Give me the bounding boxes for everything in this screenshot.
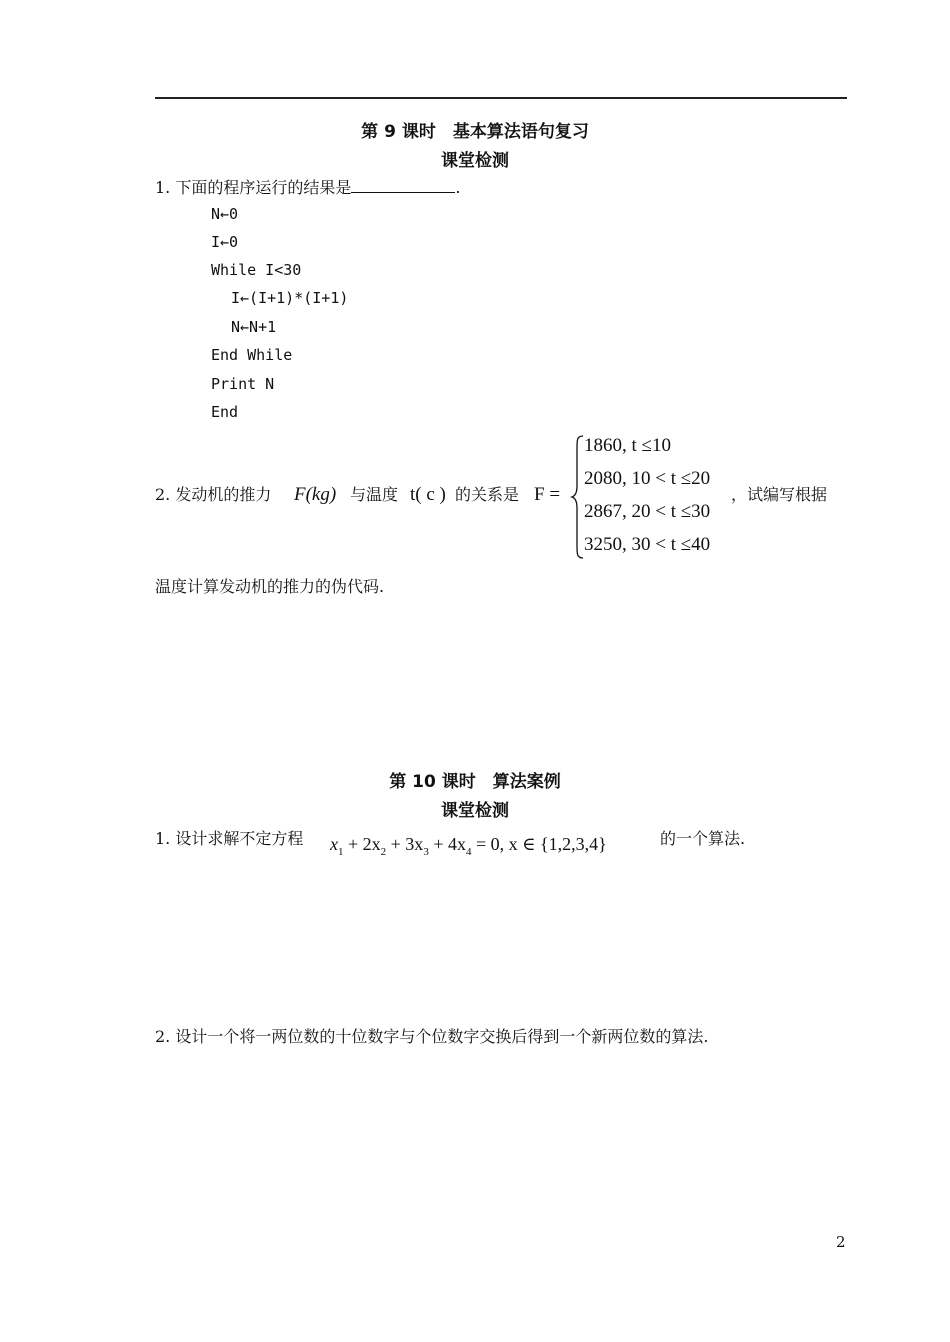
code-line-7: Print N [211, 375, 275, 393]
lesson9-title: 第 9 课时 基本算法语句复习 [361, 122, 589, 142]
lesson9-q1 [155, 175, 460, 198]
code-line-3: While I<30 [211, 261, 302, 279]
eq-x1: x [330, 834, 338, 854]
eq-term3: + 3x [386, 834, 424, 854]
eq-term4: + 4x [428, 834, 466, 854]
lesson10-q1-text: 1. 设计求解不定方程 [155, 829, 304, 848]
indeterminate-equation [330, 834, 607, 858]
lesson10-title: 第 10 课时 算法案例 [389, 772, 561, 792]
lesson9-q2-part1: 2. 发动机的推力 [155, 485, 272, 504]
case-line-4: 3250, 30 < t ≤40 [584, 534, 711, 555]
eq-sub4: 4 [465, 846, 472, 858]
code-line-1: N←0 [211, 205, 239, 223]
lesson9-q1-end: . [455, 178, 461, 197]
eq-term2: + 2x [343, 834, 381, 854]
lesson10-q2-text: 2. 设计一个将一两位数的十位数字与个位数字交换后得到一个新两位数的算法. [155, 1027, 709, 1046]
lesson10-subtitle: 课堂检测 [441, 801, 509, 821]
lesson9-q2-part3: 的关系是 [455, 485, 520, 504]
code-line-8: End [211, 403, 239, 421]
code-line-2: I←0 [211, 233, 239, 251]
code-line-6: End While [211, 346, 293, 364]
eq-sub3: 3 [423, 846, 429, 858]
case-line-2: 2080, 10 < t ≤20 [584, 468, 711, 489]
eq-tail: = 0, x ∈ {1,2,3,4} [471, 834, 607, 854]
code-line-5: N←N+1 [231, 318, 277, 336]
formula-t-c: t( c ) [410, 484, 446, 505]
formula-F-kg: F(kg) [294, 484, 337, 505]
lesson10-q1-end: 的一个算法. [660, 829, 746, 848]
page-number: 2 [836, 1233, 846, 1251]
formula-F-eq: F = [534, 484, 561, 505]
code-line-4: I←(I+1)*(I+1) [231, 289, 349, 307]
lesson9-q2-part4: ，试编写根据 [731, 485, 828, 504]
lesson9-q1-text: 1. 下面的程序运行的结果是 [155, 178, 352, 197]
lesson9-q2-part5: 温度计算发动机的推力的伪代码. [155, 577, 385, 596]
eq-sub2: 2 [380, 846, 387, 858]
answer-blank [351, 178, 455, 193]
header-rule [155, 97, 847, 99]
lesson9-q2-part2: 与温度 [350, 485, 399, 504]
eq-sub1: 1 [338, 846, 344, 858]
case-line-3: 2867, 20 < t ≤30 [584, 501, 711, 522]
lesson9-subtitle: 课堂检测 [441, 151, 509, 171]
case-line-1: 1860, t ≤10 [584, 435, 671, 456]
